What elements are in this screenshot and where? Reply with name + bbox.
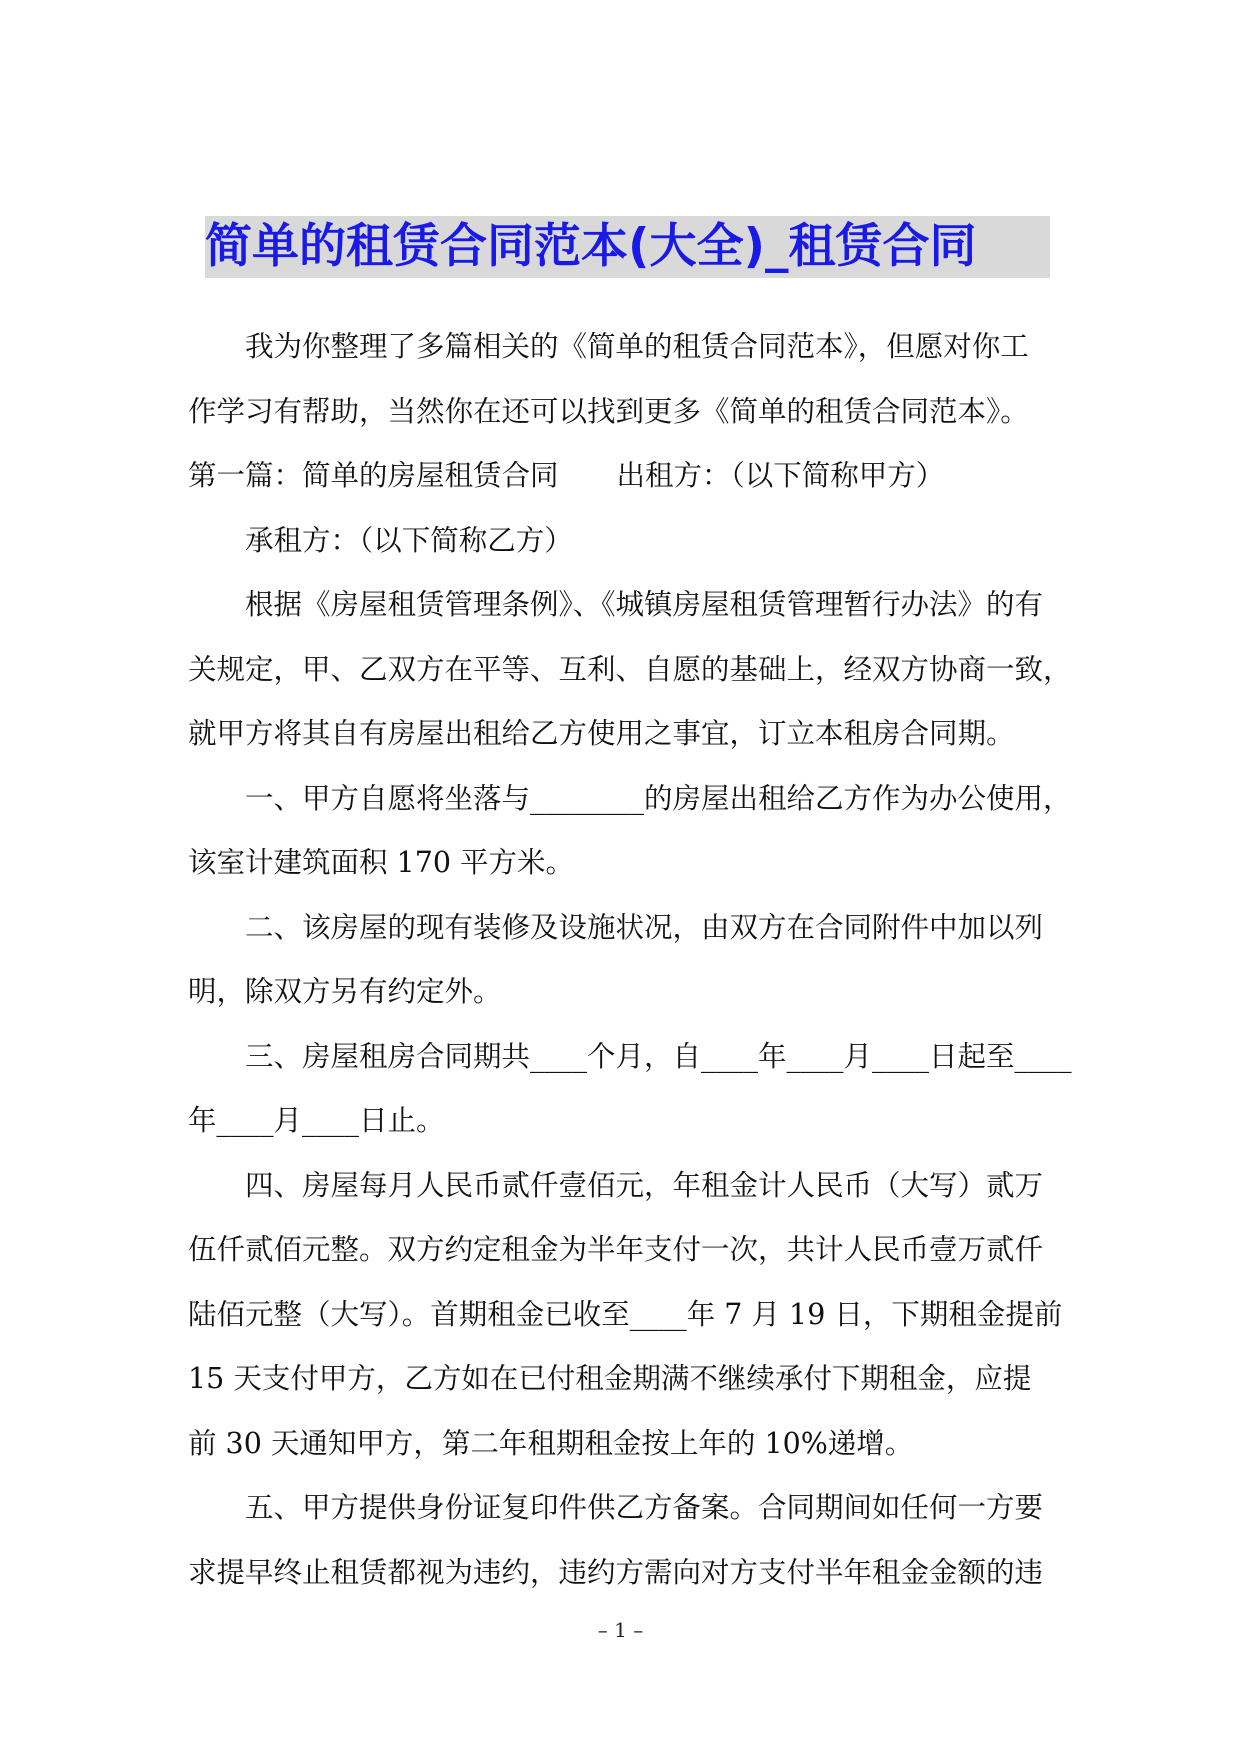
lessee-label: 承租方：（以下简称乙方） xyxy=(245,523,573,557)
paragraph-line: 明，除双方另有约定外。 xyxy=(188,975,502,1008)
paragraph-line: 前 30 天通知甲方，第二年租期租金按上年的 10%递增。 xyxy=(188,1426,914,1460)
section-heading-line xyxy=(188,444,1078,509)
document-title: 简单的租赁合同范本(大全)_租赁合同 xyxy=(205,219,977,274)
paragraph-line: 求提早终止租赁都视为违约，违约方需向对方支付半年租金金额的违 xyxy=(188,1555,1044,1589)
paragraph-line: 15 天支付甲方，乙方如在已付租金期满不继续承付下期租金，应提 xyxy=(188,1362,1032,1395)
section-heading: 第一篇：简单的房屋租赁合同 xyxy=(188,459,559,492)
paragraph-line: 作学习有帮助，当然你在还可以找到更多《简单的租赁合同范本》。 xyxy=(188,394,1029,428)
paragraph-line: 伍仟贰佰元整。双方约定租金为半年支付一次，共计人民币壹万贰仟 xyxy=(188,1233,1044,1266)
paragraph-line: 四、房屋每月人民币贰仟壹佰元，年租金计人民币（大写）贰万 xyxy=(245,1168,1044,1202)
paragraph-line: 三、房屋租房合同期共____个月，自____年____月____日起至____ xyxy=(245,1039,1072,1073)
paragraph-line: 我为你整理了多篇相关的《简单的租赁合同范本》，但愿对你工 xyxy=(245,330,1029,363)
paragraph-line: 二、该房屋的现有装修及设施状况，由双方在合同附件中加以列 xyxy=(245,910,1044,944)
document-body xyxy=(188,315,1078,1605)
paragraph-line: 该室计建筑面积 170 平方米。 xyxy=(188,846,575,879)
paragraph-line: 年____月____日止。 xyxy=(188,1104,445,1137)
paragraph-line: 关规定，甲、乙双方在平等、互利、自愿的基础上，经双方协商一致， xyxy=(188,652,1072,686)
paragraph-line: 五、甲方提供身份证复印件供乙方备案。合同期间如任何一方要 xyxy=(245,1491,1044,1524)
paragraph-line: 就甲方将其自有房屋出租给乙方使用之事宜，订立本租房合同期。 xyxy=(188,717,1015,750)
paragraph-line: 一、甲方自愿将坐落与________的房屋出租给乙方作为办公使用， xyxy=(245,781,1072,815)
paragraph-line: 陆佰元整（大写）。首期租金已收至____年 7 月 19 日，下期租金提前 xyxy=(188,1297,1063,1331)
lessor-label: 出租方：（以下简称甲方） xyxy=(616,459,945,492)
page-number: – 1 – xyxy=(597,1618,644,1642)
paragraph-line: 根据《房屋租赁管理条例》、《城镇房屋租赁管理暂行办法》的有 xyxy=(245,588,1044,621)
